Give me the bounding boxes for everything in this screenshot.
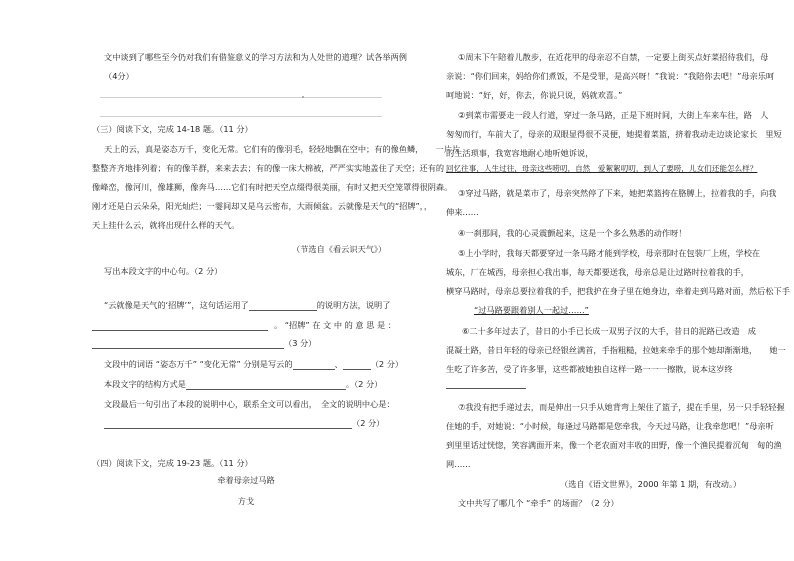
q15-part-d: （3 分） — [284, 338, 317, 348]
para-1-line-1: ①周末下午陪着儿散步，在近花甲的母亲忍不自禁，一定要上街买点好菜招待我们，母 — [458, 52, 769, 62]
answer-blank[interactable] — [293, 360, 335, 370]
section-3-header: （三）阅读下文，完成 14-18 题。（11 分） — [92, 124, 253, 134]
q15-part-a: “云就像是天气的‘招牌’”，这句话运用了 — [104, 300, 249, 310]
answer-blank[interactable] — [186, 380, 346, 390]
section-4-header: （四）阅读下文，完成 19-23 题。（11 分） — [92, 458, 253, 468]
passage1-line-2: 整整齐齐地排列着；有的像羊群，来来去去；有的像一床大棉被，严严实实地盖住了天空；还有的 — [92, 163, 445, 173]
q18-score: （2 分） — [352, 418, 385, 428]
answer-blank[interactable] — [92, 339, 284, 349]
para-2-line-2: 匆匆而行，车前大了，母亲的双眼显得很不灵便，她提着菜篮，挤着我动走边谈论家长 里短 — [446, 129, 782, 139]
question-16 — [104, 359, 403, 370]
answer-line[interactable] — [446, 388, 526, 389]
para-2-underlined: 回忆往事，人生过往，母亲这些唠叨，自然 爱絮絮叨叨，到人了要唠，儿女们还能怎么样？ — [446, 164, 758, 173]
source-citation-1: （节选自《看云识天气》） — [292, 244, 387, 254]
q17-part-b: 。（2 分） — [345, 379, 383, 389]
para-3-line-2: 伸来…… — [446, 207, 479, 217]
source-citation-2: （选自《语文世界》，2000 年第 1 期，有改动。） — [560, 479, 742, 489]
question-intro-score: （4分） — [104, 71, 134, 81]
q15-part-c: 。 “招牌” 在 文 中 的 意 思 是 ： — [274, 320, 396, 330]
para-4: ④一刹那间，我的心灵震颤起来，这是一个多么熟悉的动作呀！ — [458, 228, 687, 238]
question-17 — [104, 379, 382, 390]
passage1-line-3: 像峰峦，像河川，像雄狮，像奔马……它们有时把天空点缀得很美丽，有时又把天空笼罩得很阴森。 — [92, 182, 453, 192]
para-7-line-3: 到里里话过恍惚，笑容满面开来，像一个老农面对丰收的田野，像一个渔民提着沉甸 甸的渔 — [446, 440, 782, 450]
para-7-line-2: 住她的手，对她说：“小时候，每逢过马路都是您牵我，今天过马路，让我牵您吧！”母亲听 — [446, 421, 774, 431]
passage1-line-5: 天上挂什么云，就将出现什么样的天气。 — [92, 220, 240, 230]
article-author: 方戈 — [237, 496, 255, 506]
para-7-line-1: ⑦我没有把手递过去，而是伸出一只手从她背弯上架住了篮子，提在手里，另一只手轻轻握 — [458, 402, 785, 412]
para-5-line-3: 横穿马路时，母亲总要拉着我的手，把我护在身子里在她身边，牵着走到马路对面，然后松下手 — [446, 286, 790, 296]
para-5-quote: “过马路要跟着别人一起过……” — [474, 305, 589, 315]
q16-part-b: 、 — [334, 359, 343, 369]
question-18-answer — [104, 418, 384, 429]
article-title: 牵着母亲过马路 — [217, 475, 275, 485]
para-6-line-1: ⑥二十多年过去了，昔日的小手已长成一双男子汉的大手，昔日的泥路已改造 成 — [462, 326, 756, 336]
para-2-line-3 — [446, 148, 593, 159]
question-15-line-2 — [92, 320, 396, 331]
q16-part-a: 文段中的词语 “姿态万千” “变化无常” 分别是写云的 — [104, 359, 293, 369]
dot-mark — [302, 96, 304, 98]
para-1-line-2: 亲说：“你们回来，妈给你们煮饭，不是受罪，是高兴呀！”我说：“我陪你去吧！”母亲乐呵 — [446, 71, 775, 81]
q15-part-b: 的说明方法，说明了 — [316, 300, 391, 310]
para-1-line-3: 呵地说：“好，好，你去，你说只说，妈就欢喜。” — [446, 90, 623, 100]
question-intro: 文中谈到了哪些至今仍对我们有借鉴意义的学习方法和为人处世的道理？试各举两例 — [104, 52, 407, 62]
para-5-line-1: ⑤上小学时，我每天都要穿过一条马路才能到学校，母亲那时在包装厂上班，学校在 — [458, 248, 761, 258]
para-3-line-1: ③穿过马路，就是菜市了，母亲突然停了下来，她把菜篮挎在胳膊上，拉着我的手，向我 — [458, 188, 777, 198]
passage1-line-4: 刚才还是白云朵朵，阳光灿烂；一霎间却又是乌云密布，大雨倾盆。云就像是天气的“招牌”，， — [92, 201, 433, 211]
answer-line — [100, 97, 382, 98]
q16-part-c: （2 分） — [370, 359, 404, 369]
para-2-text: 的生活琐事，我宽容地耐心地听她诉说， — [446, 148, 594, 158]
para-6-line-2: 混凝土路，昔日年轻的母亲已经银丝满首，手指粗糙，拉她来牵手的那个她却渐渐地， 她一 — [446, 345, 786, 355]
question-18: 文段最后一句引出了本段的说明中心，联系全文可以看出， 全文的说明中心是： — [104, 399, 395, 409]
question-19: 文中共写了哪几个 “牵手” 的场面？（2 分） — [458, 498, 619, 508]
para-7-line-4: 网…… — [446, 459, 471, 469]
para-5-line-2: 城东，厂在城西，母亲担心我出事，每天都要送我，母亲总是让过路时拉着我的手， — [446, 267, 749, 277]
answer-blank[interactable] — [343, 360, 371, 370]
answer-blank[interactable] — [92, 321, 268, 331]
answer-blank[interactable] — [249, 301, 317, 311]
passage1-line-1: 天上的云，真是姿态万千，变化无常。它们有的像羽毛，轻轻地飘在空中；有的像鱼鳞， 一片片 — [104, 144, 461, 154]
para-2-line-1: ②到菜市需要走一段人行道，穿过一条马路，正是下班时间，大街上车来车往，路 人 — [458, 110, 769, 120]
q17-part-a: 本段文字的结构方式是 — [104, 379, 186, 389]
para-6-line-3: 生吃了许多苦，受了许多罪，这些都被她独自这样一路一一一擦散，说本这岁终 — [446, 364, 733, 374]
question-15-line-3 — [92, 338, 316, 349]
question-15-line-1 — [104, 300, 390, 311]
answer-blank[interactable] — [104, 419, 352, 429]
answer-line — [100, 116, 382, 117]
question-14: 写出本段文字的中心句。（2 分） — [104, 266, 223, 276]
